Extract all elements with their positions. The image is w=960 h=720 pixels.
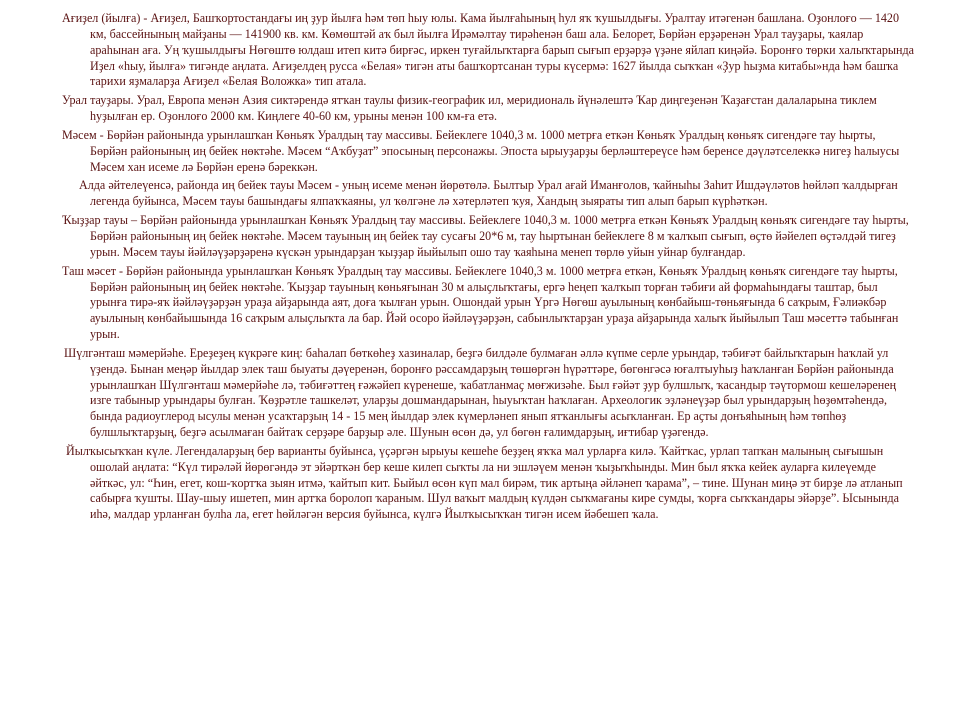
paragraph-shulgentash: Шүлгәнташ мәмерйәһе. Ереҙеҙең күкрәге киң: баһалап бөткөһеҙ хазиналар, беҙгә билдәле булмаған әллә күпме серле урындар, тәбиғәт байлыҡтарын һаҡлай ул үҙендә. Бынан меңәр йылдар элек таш быуаты дәүеренән, боронғо рәссамдарҙың төшөргән һүрәттәре, бөгөнгәсә юғалтыуһыҙ һаҡланған Бөрйән районында урынлашҡан Шүлгәнташ мәмерйәһе лә, тәбиғәттең ғәжәйеп күренеше, ҡабатланмаҫ мөғжизәһе. Был ғәйәт ҙур булшлыҡ, ҡасандыр тәүтормош кешеләренең изге табыныр урындары булған. Ҡөҙрәтле ташкеләт, уларҙы дошмандарынан, һыуыҡтан һаҡлаған. Археологик эҙләнеүҙәр был урындарҙың һөҙөмтәһендә, бында радиоуглерод ысулы менән усаҡтарҙың 14 - 15 мең йылдар элек күмерләнеп янып ятҡанлығы асыҡланған. Ер аҫты донъяһының һәм төпһөҙ булшлыҡтарҙың, беҙгә асылмаған байтаҡ серҙәре барҙыр әле. Шунын өсөн дә, ул бөгөн ғалимдарҙың, иғтибар үҙәгендә. <box>64 345 897 440</box>
paragraph-uraltau: Урал тауҙары. Урал, Европа менән Азия сиктәрендә ятҡан таулы физик-географик ил, меридиональ йүнәлештә Ҡар диңгеҙенән Ҡаҙағстан далаларына тиклем һуҙылған ер. Оҙонлоғо 2000 км. Киңлеге 40-60 км, урыны менән 100 км-ға етә. <box>62 93 877 124</box>
paragraph-alda: Алда әйтелеүенсә, районда иң бейек тауы Мәсем - уның исеме менән йөрөтөлә. Былтыр Урал ағай Иманғолов, ҡайныһы Заһит Ишдәүләтов һөйләп ҡалдырған легенда буйынса, Мәсем тауы башындағы ялпаҡҡаяны, ул ҡөлгәне лә хәтерләтеп ҡуя, Хандың зыяраты тип алып барып күрһәткән. <box>79 178 898 209</box>
document-page <box>62 11 914 526</box>
paragraph-kyzzar: Ҡыҙҙар тауы – Бөрйән районында урынлашҡан Көньяҡ Уралдың тау массивы. Бейеклеге 1040,3 м. 1000 метрға еткән Көньяҡ Уралдың көньяҡ сигендәге тау һырты, Бөрйән районының иң бейек нөктәһе. Мәсем тауының иң бейек тау сусағы 20*6 м, тау һыртынан бейеклеге 8 м ҡалҡып сығып, өҫтө йәйелеп өҫтәлдәй тигеҙ урын. Мәсем тауы йәйләүҙәрҙәренә күскән урындарҙан ҡыҙҙар йыйылып ошо тау ҡаяһына менеп төрлө уйын уйнар булғандар. <box>62 213 909 259</box>
paragraph-agizel: Ағиҙел (йылға) - Ағиҙел, Башҡортостандағы иң ҙур йылға һәм төп һыу юлы. Кама йылғаһының һул яҡ ҡушылдығы. Уралтау итәгенән башлана. Оҙонлоғо — 1420 км, бассейнының майҙаны — 141900 кв. км. Көмөштәй аҡ был йылға Ирәмәлтау тирәһенән баш ала. Белорет, Бөрйән ерҙәренән Урал тауҙары, ҡаялар араһынан аға. Уң ҡушылдығы Нөгөштө юлдаш итеп китә бирғәс, иркен туғайлыҡтарға барып сығып ерҙәрҙә үҙәне яйлап киңәйә. Боронғо төрки халыҡтарында Иҙел «һыу, йылға» тигәнде аңлата. Ағиҙелдең русса «Белая» тигән аты башҡортсанан туры күсермә: 1627 йылда сыҡҡан «Ҙур һыҙма китабы»нда һәм башҡа тарихи яҙмаларҙа Ағиҙел «Белая Воложка» тип атала. <box>62 11 914 89</box>
paragraph-yilqysyqqan: Йылҡысыҡҡан күле. Легендаларҙың бер варианты буйынса, үҫәргән ырыуы кешеһе беҙҙең яҡҡа мал урларға килә. Ҡайтҡас, урлап тапҡан малының сығышын ошолай аңлата: “Күл тирәләй йөрөгәндә эт эйәрткән бер кеше килеп сыҡты ла ни эшләүем менән ҡыҙыҡһынды. Мин был яҡҡа кейек ауларға килеүемде әйткәс, ул: “Һин, егет, кош-ҡортҡа зыян итмә, ҡайтып кит. Быйыл өсөн күп мал бирәм, тик артыңа әйләнеп ҡарама”, – тине. Шунан миңә эт бирҙе лә атланып сабырға ҡушты. Шау-шыу ишетеп, мин артҡа боролоп ҡараным. Шул ваҡыт малдың күлдән сыҡмағаны кире сумды, ҡорға сыҡҡандары эйәрҙе”. Ысынында иһә, малдар урланған булһа ла, егет һөйләгән версия буйынса, күлгә Йылҡысыҡҡан тигән исем йәбешеп ҡала. <box>66 443 903 522</box>
paragraph-tashmeset: Таш мәсет - Бөрйән районында урынлашҡан Көньяҡ Уралдың тау массивы. Бейеклеге 1040,3 м. 1000 метрға еткән, Көньяҡ Уралдың көньяҡ сигендәге тау һырты, Бөрйән районының иң бейек нөктәһе. Ҡыҙҙар тауының көньяғынан 30 м алыҫлыҡтағы, ергә һеңеп ҡалҡып торған тәбиғи ай формаһындағы таштар, был урынға тирә-яҡ йәйләүҙәрҙән ураҙа айҙарында аят, доға ҡылған урын. Ошондай урын Үргә Нөгөш ауылының көнбайыш-төньяғында 6 саҡрым, Ғәлиәкбәр ауылының көнбайышында 16 саҡрым алыҫлыҡта ла бар. Йәй осоро йәйләүҙәрҙән, сабынлыҡтарҙан ураҙа айҙарында халыҡ йыйылып Таш мәсеттә табынған урын. <box>62 263 899 342</box>
paragraph-mesem: Мәсем - Бөрйән районында урынлашҡан Көньяҡ Уралдың тау массивы. Бейеклеге 1040,3 м. 1000 метрға еткән Көньяҡ Уралдың көньяҡ сигендәге тау һырты, Бөрйән районының иң бейек нөктәһе. Мәсем “Аҡбуҙат” эпосының персонажы. Эпоста ырыуҙарҙы берләштереүсе һәм беренсе дәүләтселеккә нигеҙ һалыусы Мәсем хан исеме лә Бөрйән еренә бәреккән. <box>62 127 900 174</box>
